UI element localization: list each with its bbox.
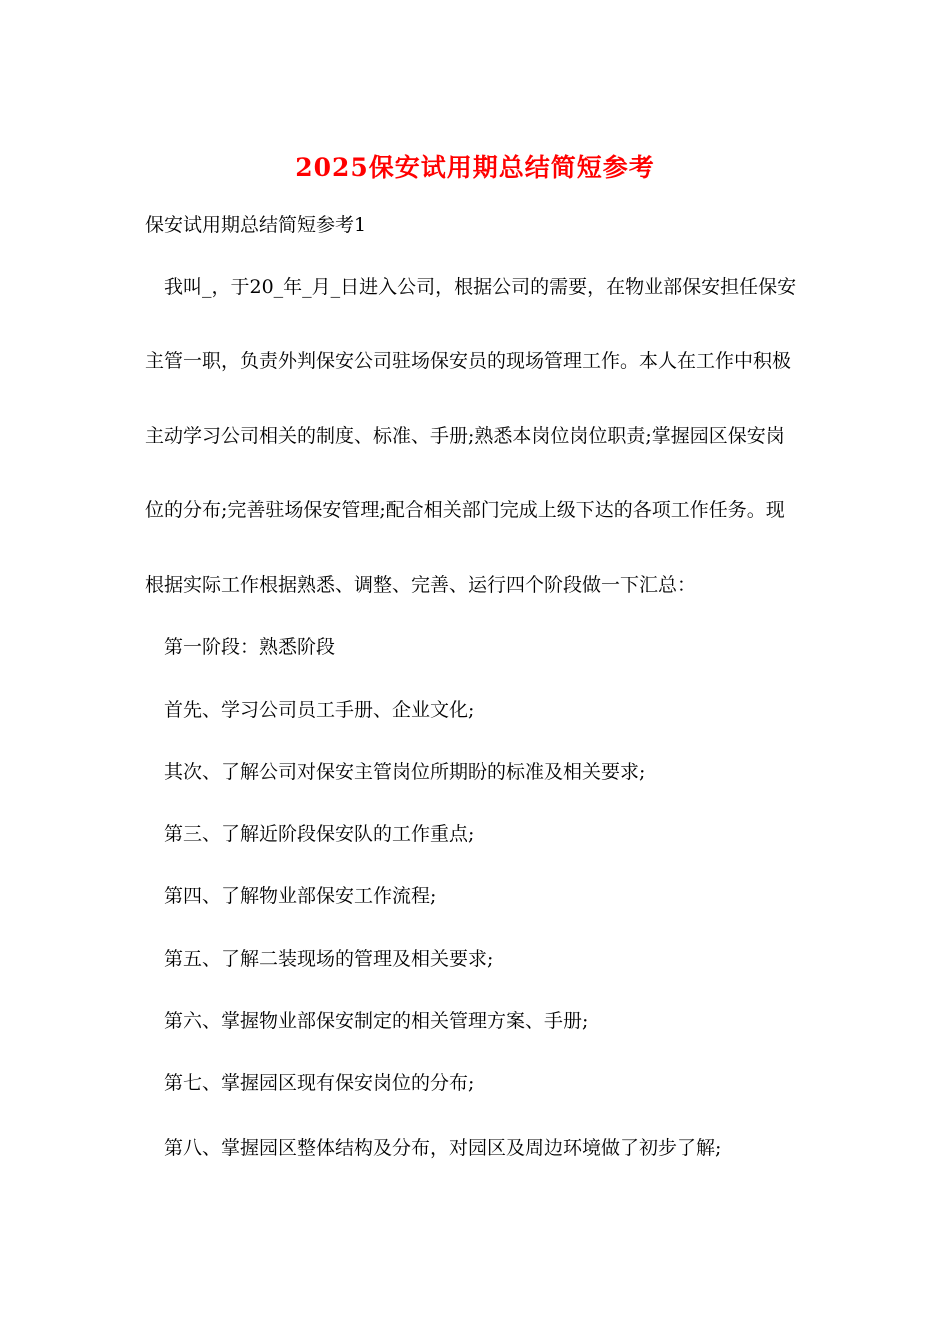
list-item: 第六、掌握物业部保安制定的相关管理方案、手册; — [164, 1010, 589, 1032]
list-item: 首先、学习公司员工手册、企业文化; — [164, 699, 475, 721]
list-item: 第七、掌握园区现有保安岗位的分布; — [164, 1072, 475, 1094]
paragraph-line: 位的分布;完善驻场保安管理;配合相关部门完成上级下达的各项工作任务。现 — [145, 499, 785, 521]
paragraph-line: 主动学习公司相关的制度、标准、手册;熟悉本岗位岗位职责;掌握园区保安岗 — [145, 425, 785, 447]
list-item: 第五、了解二装现场的管理及相关要求; — [164, 948, 494, 970]
paragraph-line: 主管一职，负责外判保安公司驻场保安员的现场管理工作。本人在工作中积极 — [145, 350, 792, 372]
paragraph-line: 根据实际工作根据熟悉、调整、完善、运行四个阶段做一下汇总： — [145, 574, 697, 596]
section-subtitle: 保安试用期总结简短参考1 — [145, 214, 367, 236]
paragraph-line: 我叫_，于20_年_月_日进入公司，根据公司的需要，在物业部保安担任保安 — [164, 276, 797, 298]
list-item: 第一阶段：熟悉阶段 — [164, 636, 336, 658]
list-item: 第八、掌握园区整体结构及分布，对园区及周边环境做了初步了解; — [164, 1137, 722, 1159]
list-item: 其次、了解公司对保安主管岗位所期盼的标准及相关要求; — [164, 761, 646, 783]
document-title: 2025保安试用期总结简短参考 — [295, 153, 655, 182]
list-item: 第三、了解近阶段保安队的工作重点; — [164, 823, 475, 845]
list-item: 第四、了解物业部保安工作流程; — [164, 885, 437, 907]
